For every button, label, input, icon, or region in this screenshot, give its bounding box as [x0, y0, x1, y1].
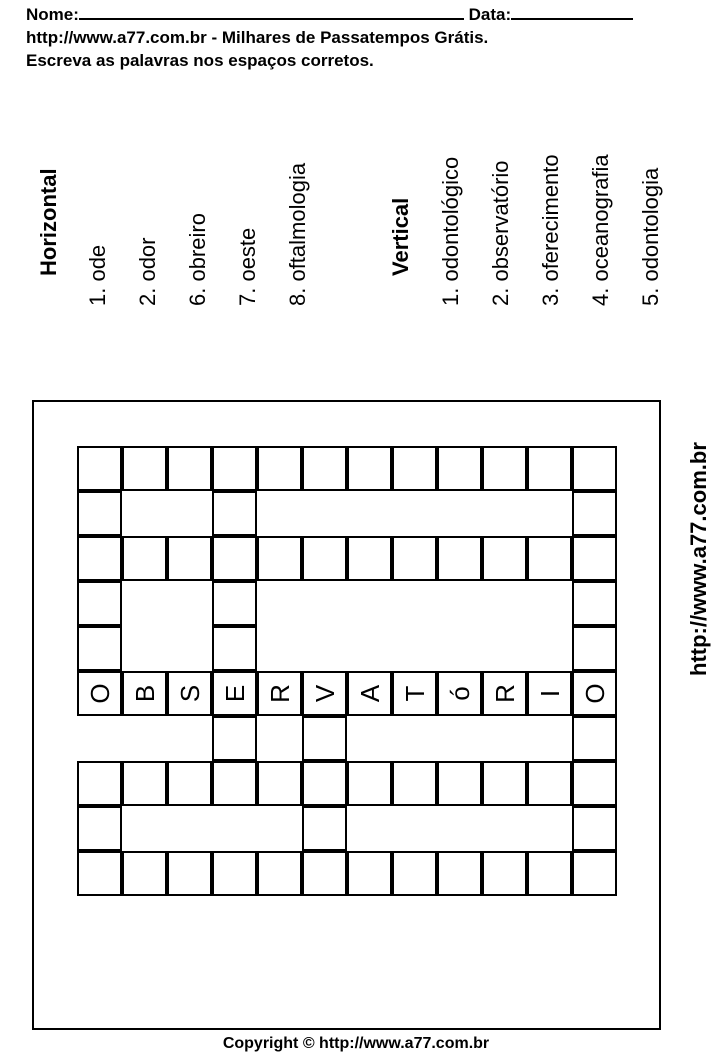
grid-cell[interactable]	[572, 626, 617, 671]
grid-letter: T	[399, 685, 430, 702]
horizontal-clue: 6. obreiro	[185, 213, 210, 306]
grid-cell[interactable]	[482, 446, 527, 491]
grid-cell[interactable]	[167, 446, 212, 491]
grid-cell[interactable]	[572, 851, 617, 896]
grid-cell[interactable]	[482, 761, 527, 806]
grid-cell[interactable]	[167, 851, 212, 896]
grid-letter: O	[579, 683, 610, 704]
grid-cell[interactable]	[77, 626, 122, 671]
grid-letter: E	[219, 684, 250, 703]
grid-cell[interactable]	[77, 536, 122, 581]
grid-cell[interactable]	[527, 761, 572, 806]
grid-cell[interactable]	[77, 671, 122, 716]
grid-cell[interactable]	[257, 536, 302, 581]
grid-cell[interactable]	[347, 671, 392, 716]
grid-cell[interactable]	[212, 446, 257, 491]
grid-cell[interactable]	[392, 851, 437, 896]
date-blank[interactable]	[511, 4, 633, 20]
instructions: Escreva as palavras nos espaços corretos.	[26, 51, 374, 70]
grid-cell[interactable]	[212, 581, 257, 626]
name-blank[interactable]	[79, 4, 464, 20]
grid-cell[interactable]	[572, 671, 617, 716]
grid-cell[interactable]	[212, 626, 257, 671]
grid-cell[interactable]	[482, 671, 527, 716]
date-label: Data:	[468, 5, 512, 24]
grid-cell[interactable]	[302, 716, 347, 761]
grid-cell[interactable]	[77, 491, 122, 536]
grid-cell[interactable]	[302, 446, 347, 491]
grid-cell[interactable]	[302, 536, 347, 581]
grid-cell[interactable]	[77, 581, 122, 626]
grid-cell[interactable]	[212, 716, 257, 761]
grid-cell[interactable]	[392, 536, 437, 581]
grid-cell[interactable]	[392, 671, 437, 716]
grid-letter: R	[264, 684, 295, 703]
grid-letter: R	[489, 684, 520, 703]
grid-cell[interactable]	[212, 761, 257, 806]
grid-letter: S	[174, 684, 205, 703]
grid-cell[interactable]	[302, 671, 347, 716]
horizontal-clue: 2. odor	[135, 237, 160, 306]
grid-cell[interactable]	[437, 851, 482, 896]
vertical-title: Vertical	[388, 197, 413, 276]
grid-cell[interactable]	[572, 761, 617, 806]
vertical-clue: 5. odontologia	[638, 167, 663, 306]
grid-cell[interactable]	[437, 536, 482, 581]
grid-cell[interactable]	[212, 851, 257, 896]
grid-cell[interactable]	[482, 536, 527, 581]
copyright: Copyright © http://www.a77.com.br	[222, 1035, 490, 1052]
horizontal-clue: 8. oftalmologia	[285, 162, 310, 306]
grid-cell[interactable]	[392, 761, 437, 806]
grid-cell[interactable]	[257, 761, 302, 806]
grid-cell[interactable]	[77, 761, 122, 806]
grid-cell[interactable]	[302, 806, 347, 851]
grid-cell[interactable]	[167, 536, 212, 581]
grid-cell[interactable]	[347, 761, 392, 806]
grid-cell[interactable]	[122, 851, 167, 896]
grid-cell[interactable]	[347, 851, 392, 896]
grid-cell[interactable]	[572, 581, 617, 626]
side-url: http://www.a77.com.br	[686, 442, 711, 676]
grid-cell[interactable]	[122, 761, 167, 806]
horizontal-clue: 7. oeste	[235, 227, 260, 306]
grid-cell[interactable]	[167, 761, 212, 806]
grid-cell[interactable]	[572, 806, 617, 851]
horizontal-title: Horizontal	[36, 168, 61, 276]
grid-letter: O	[84, 683, 115, 704]
grid-cell[interactable]	[572, 716, 617, 761]
grid-cell[interactable]	[212, 671, 257, 716]
horizontal-clue: 1. ode	[85, 244, 110, 306]
grid-cell[interactable]	[527, 851, 572, 896]
grid-cell[interactable]	[572, 491, 617, 536]
grid-letter: V	[309, 684, 340, 703]
grid-cell[interactable]	[527, 671, 572, 716]
grid-cell[interactable]	[437, 446, 482, 491]
grid-cell[interactable]	[527, 536, 572, 581]
grid-cell[interactable]	[347, 536, 392, 581]
grid-cell[interactable]	[392, 446, 437, 491]
grid-cell[interactable]	[122, 536, 167, 581]
grid-cell[interactable]	[527, 446, 572, 491]
grid-cell[interactable]	[482, 851, 527, 896]
grid-cell[interactable]	[77, 806, 122, 851]
grid-cell[interactable]	[257, 446, 302, 491]
grid-cell[interactable]	[122, 671, 167, 716]
grid-cell[interactable]	[437, 761, 482, 806]
grid-letter: B	[129, 684, 160, 703]
grid-cell[interactable]	[302, 761, 347, 806]
grid-cell[interactable]	[572, 536, 617, 581]
name-date-line	[26, 4, 633, 23]
grid-cell[interactable]	[257, 851, 302, 896]
grid-cell[interactable]	[122, 446, 167, 491]
grid-letter: I	[534, 689, 565, 698]
grid-letter: A	[354, 684, 385, 703]
grid-cell[interactable]	[77, 851, 122, 896]
grid-cell[interactable]	[167, 671, 212, 716]
vertical-clue: 2. observatório	[488, 160, 513, 306]
name-label: Nome:	[26, 5, 79, 24]
grid-cell[interactable]	[212, 536, 257, 581]
grid-cell[interactable]	[212, 491, 257, 536]
grid-cell[interactable]	[347, 446, 392, 491]
vertical-clue: 3. oferecimento	[538, 154, 563, 306]
grid-letter: ó	[444, 686, 475, 701]
vertical-clue: 1. odontológico	[438, 156, 463, 306]
grid-cell[interactable]	[302, 851, 347, 896]
vertical-clue: 4. oceanografia	[588, 154, 613, 306]
grid-cell[interactable]	[572, 446, 617, 491]
grid-cell[interactable]	[77, 446, 122, 491]
grid-cell[interactable]	[257, 671, 302, 716]
grid-cell[interactable]	[437, 671, 482, 716]
site-line: http://www.a77.com.br - Milhares de Passatempos Grátis.	[26, 28, 489, 47]
